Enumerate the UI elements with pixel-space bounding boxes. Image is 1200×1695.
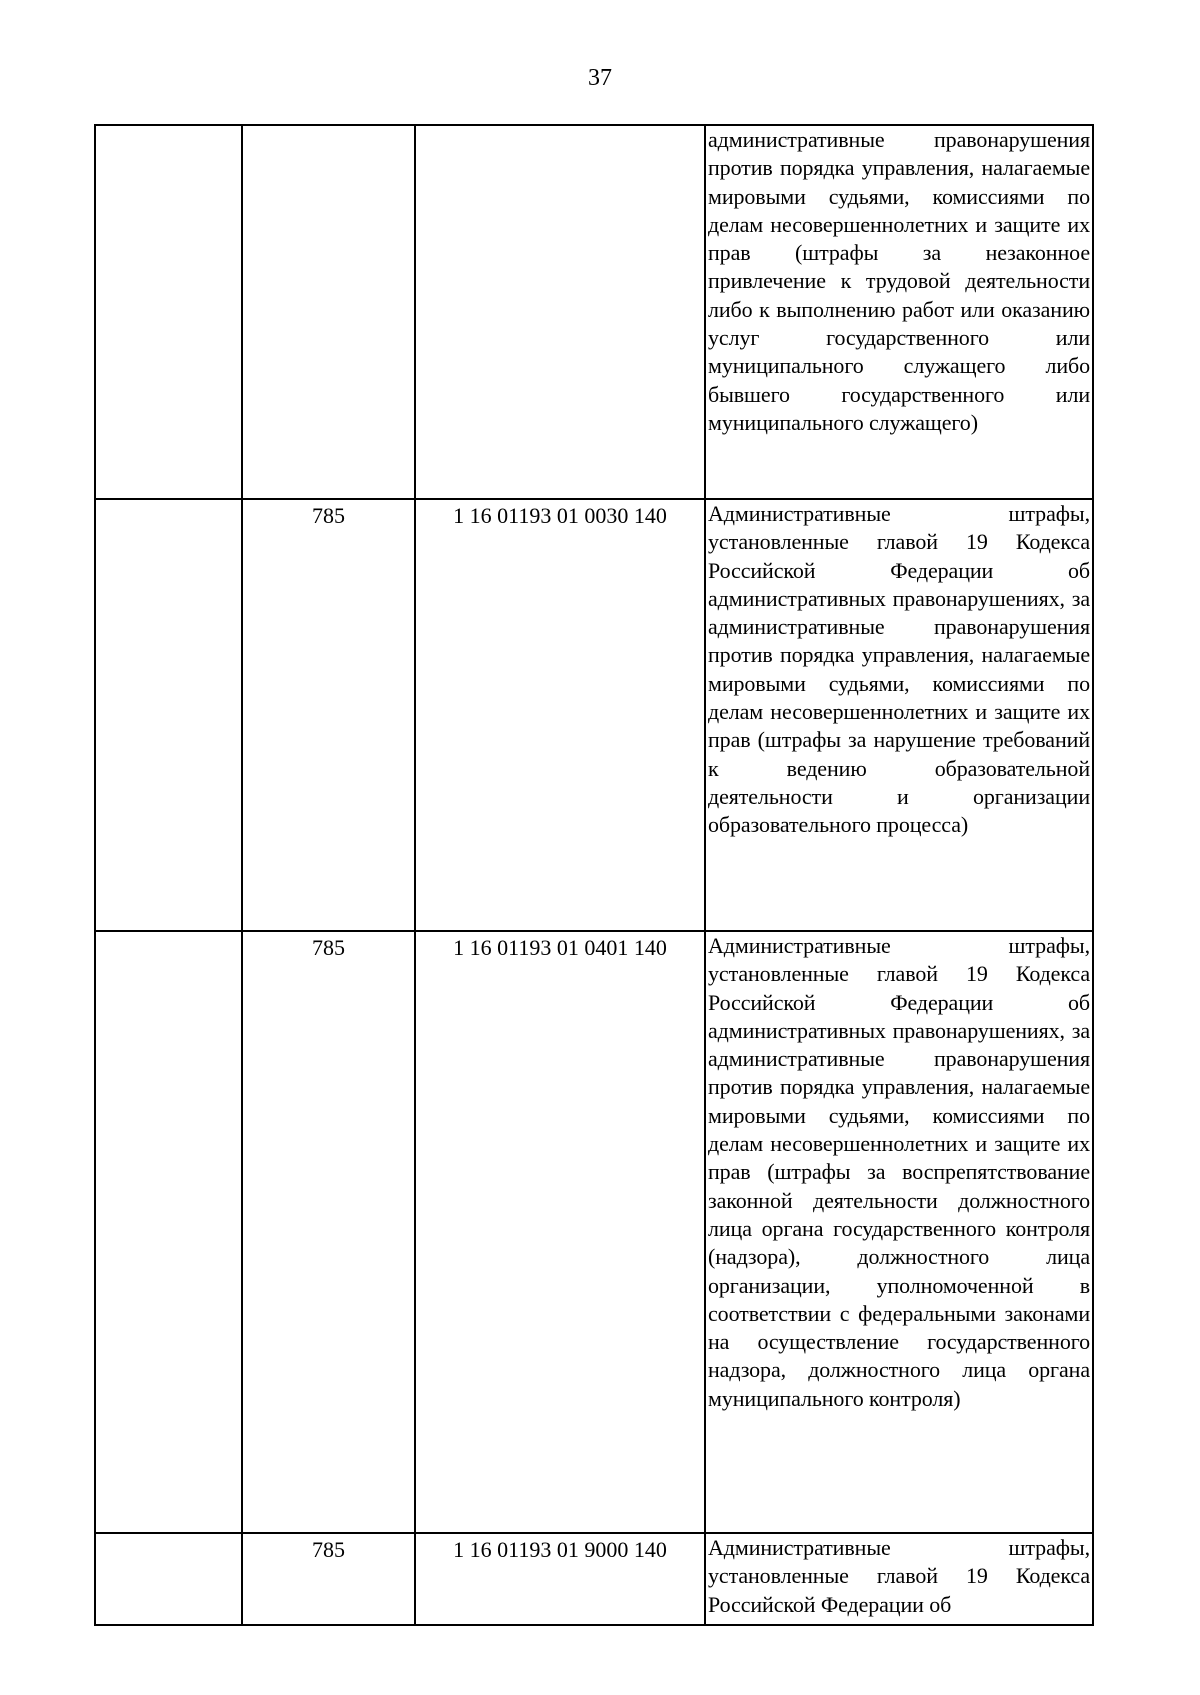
kbk-code-cell <box>415 125 705 499</box>
kbk-code-cell: 1 16 01193 01 0401 140 <box>415 931 705 1533</box>
table-row <box>95 1533 1093 1625</box>
fines-table <box>94 124 1094 1626</box>
description-cell: административные правонарушения против порядка управления, налагаемые мировыми судьями, комиссиями по делам несовершеннолетних и защите их прав (штрафы за незаконное привлечение к трудовой деятельности либо к выполнению работ или оказанию услуг государственного или муниципального служащего либо бывшего государственного или муниципального служащего) <box>705 125 1093 499</box>
admin-code-cell: 785 <box>242 499 415 931</box>
row-number-cell <box>95 1533 242 1625</box>
row-number-cell <box>95 125 242 499</box>
admin-code-cell: 785 <box>242 1533 415 1625</box>
table-row <box>95 125 1093 499</box>
admin-code-cell <box>242 125 415 499</box>
description-cell: Административные штрафы, установленные главой 19 Кодекса Российской Федерации об <box>705 1533 1093 1625</box>
page-number: 37 <box>588 65 612 91</box>
kbk-code-cell: 1 16 01193 01 0030 140 <box>415 499 705 931</box>
admin-code-cell: 785 <box>242 931 415 1533</box>
row-number-cell <box>95 499 242 931</box>
description-cell: Административные штрафы, установленные главой 19 Кодекса Российской Федерации об административных правонарушениях, за административные правонарушения против порядка управления, налагаемые мировыми судьями, комиссиями по делам несовершеннолетних и защите их прав (штрафы за нарушение требований к ведению образовательной деятельности и организации образовательного процесса) <box>705 499 1093 931</box>
table-row <box>95 931 1093 1533</box>
kbk-code-cell: 1 16 01193 01 9000 140 <box>415 1533 705 1625</box>
row-number-cell <box>95 931 242 1533</box>
description-cell: Административные штрафы, установленные главой 19 Кодекса Российской Федерации об административных правонарушениях, за административные правонарушения против порядка управления, налагаемые мировыми судьями, комиссиями по делам несовершеннолетних и защите их прав (штрафы за воспрепятствование законной деятельности должностного лица органа государственного контроля (надзора), должностного лица организации, уполномоченной в соответствии с федеральными законами на осуществление государственного надзора, должностного лица органа муниципального контроля) <box>705 931 1093 1533</box>
table-row <box>95 499 1093 931</box>
